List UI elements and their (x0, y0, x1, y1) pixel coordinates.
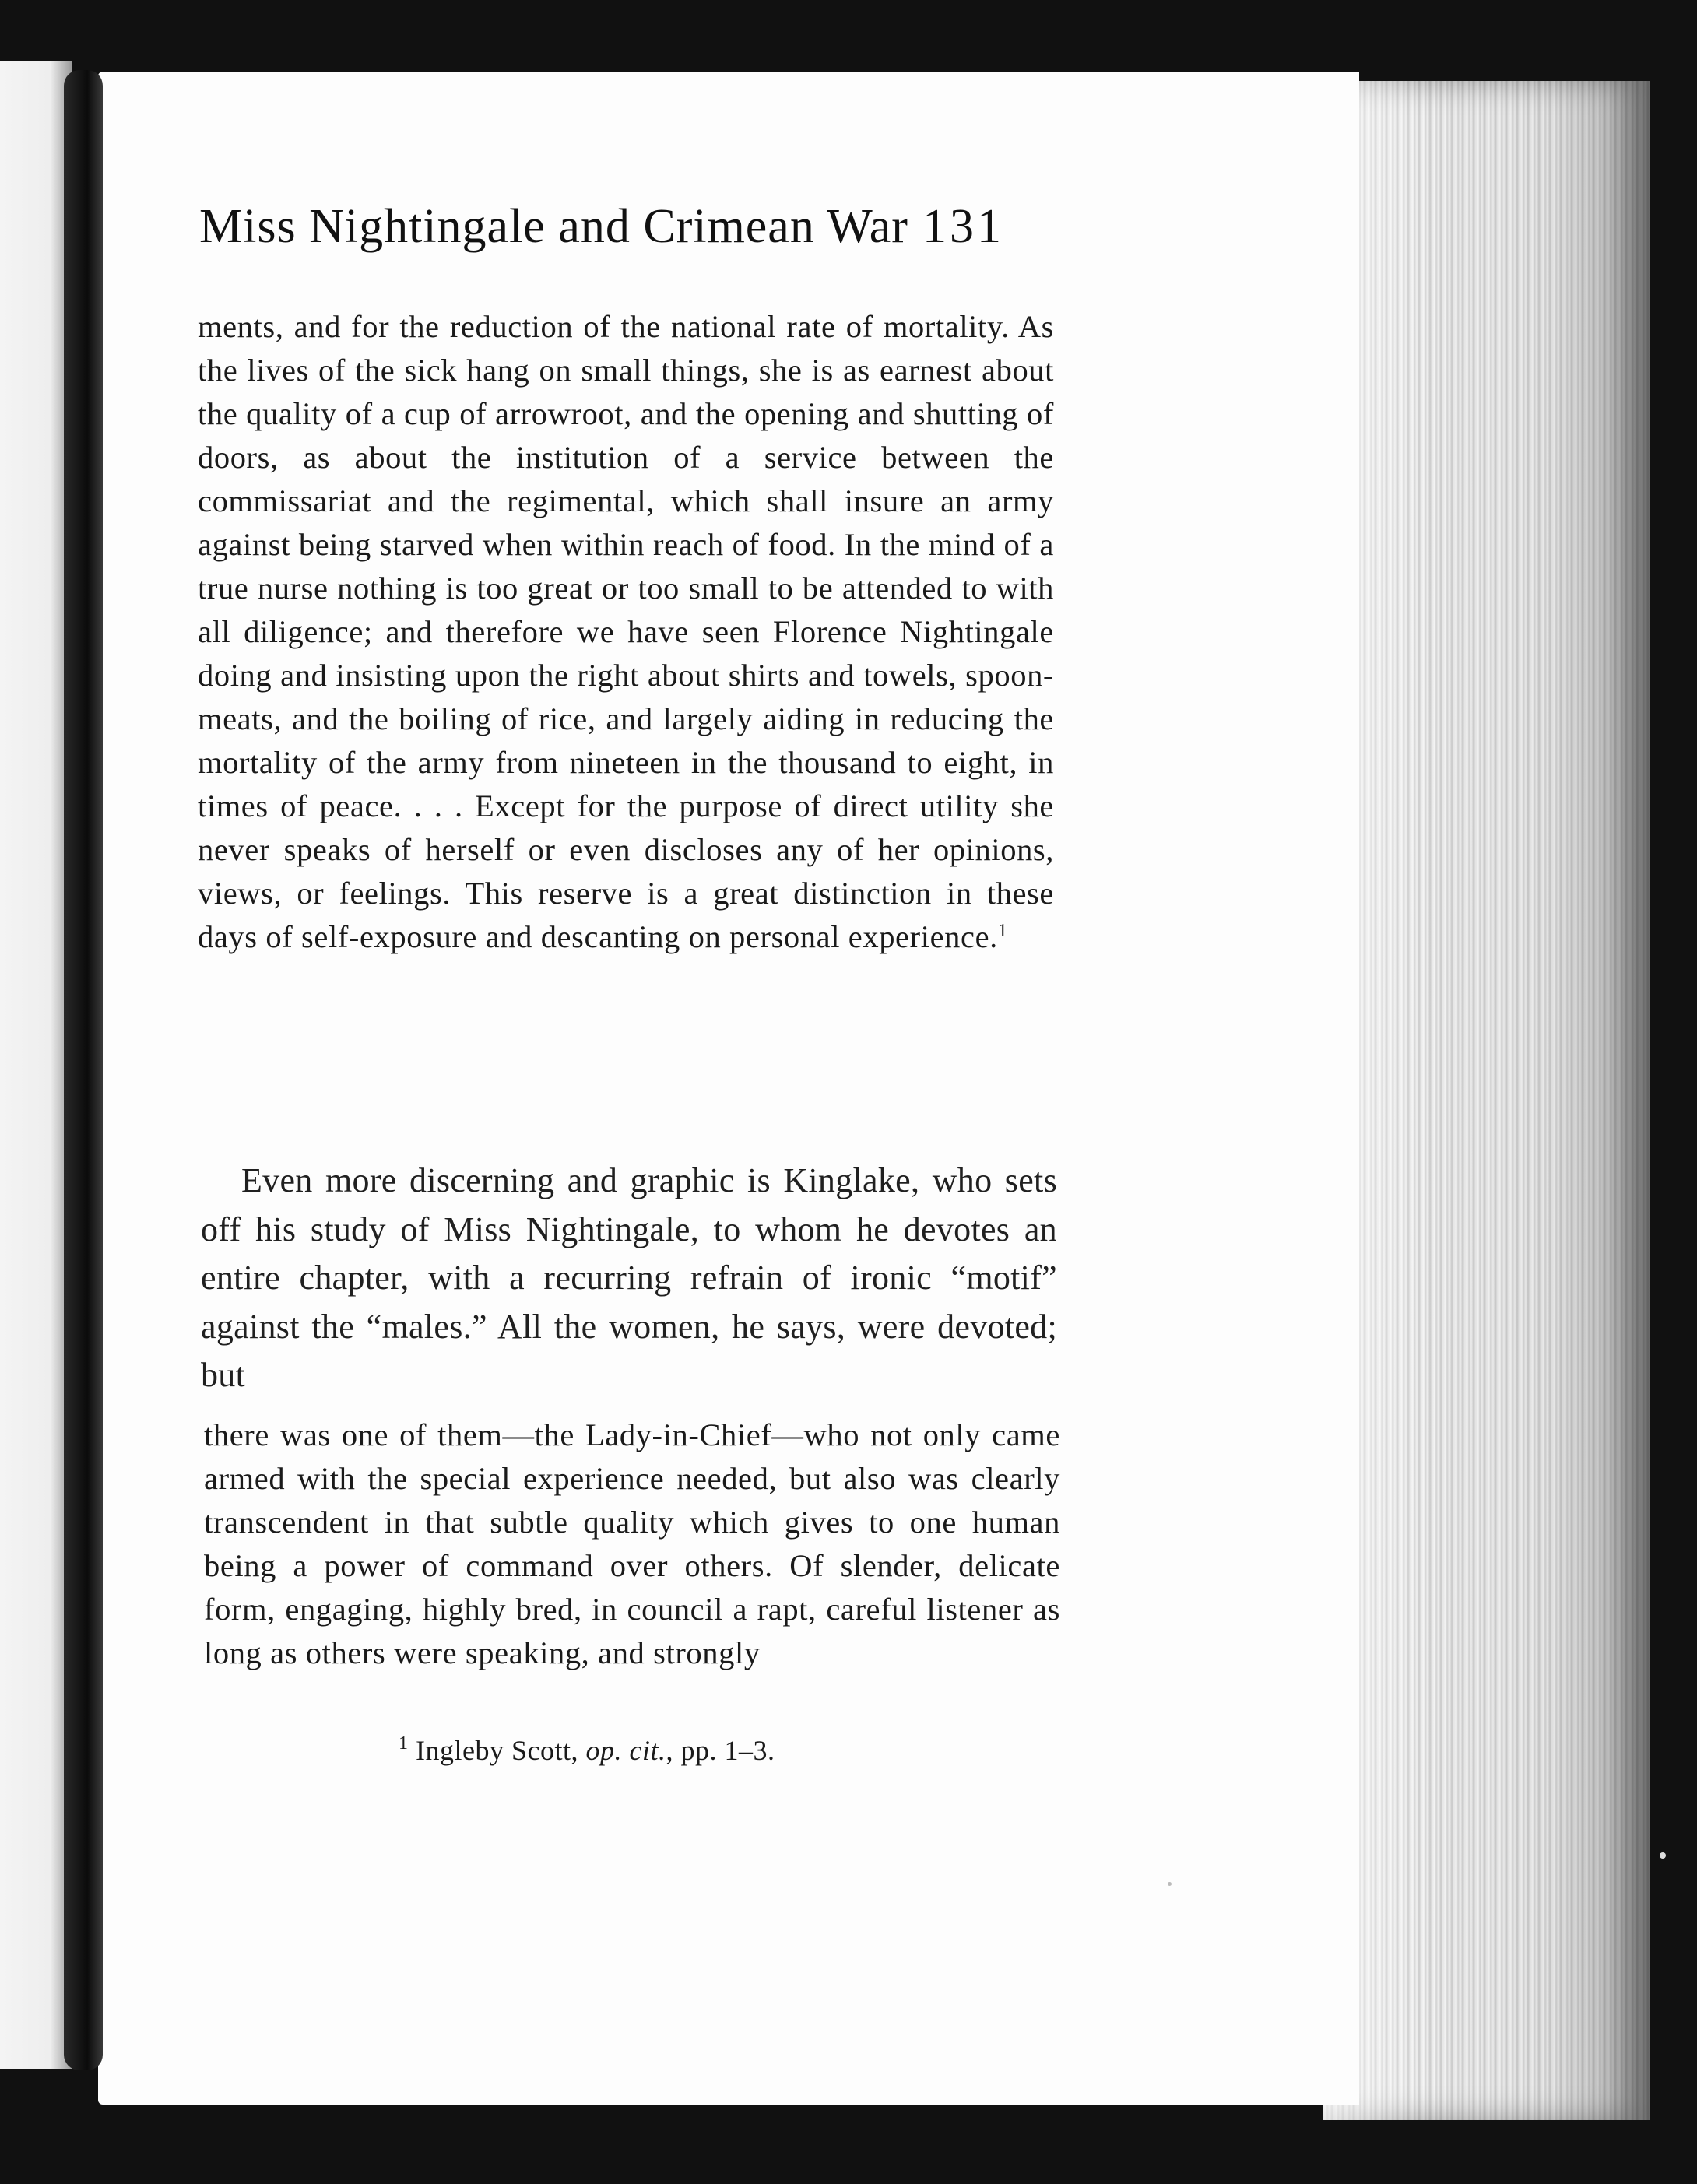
page-number: 131 (922, 200, 1004, 253)
running-head-title: Miss Nightingale and Crimean War (199, 200, 908, 253)
facing-page-edge (0, 61, 72, 2069)
footnote-op-cit: op. cit. (585, 1735, 666, 1766)
page-block-shadow (1323, 81, 1650, 2120)
footnote (399, 1734, 943, 1767)
scan-speck (1660, 1852, 1666, 1859)
block-quote-1-text: ments, and for the reduction of the national rate of mortality. As the lives of the sick hang on small things, she is as earnest about the quality of a cup of arrowroot, and the opening and shutting of doors, as about the institution of a service between the commissariat and the regimental, which shall insure an army against being starved when within reach of food. In the mind of a true nurse nothing is too great or too small to be attended to with all diligence; and therefore we have seen Florence Nightingale doing and insisting upon the right about shirts and towels, spoon-meats, and the boiling of rice, and largely aiding in reducing the mortality of the army from nineteen in the thousand to eight, in times of peace. . . . Except for the purpose of direct utility she never speaks of herself or even discloses any of her opinions, views, or feelings. This reserve is a great distinction in these days of self-exposure and descanting on personal experience. (198, 309, 1054, 954)
footnote-reference: 1 (997, 921, 1008, 941)
scan-speck (1168, 1882, 1172, 1886)
footnote-pages: , pp. 1–3. (666, 1735, 775, 1766)
footnote-author: Ingleby Scott, (416, 1735, 578, 1766)
book-binding (64, 70, 103, 2070)
block-quote-1 (198, 305, 1054, 959)
running-head (199, 199, 1056, 255)
footnote-mark: 1 (399, 1733, 409, 1754)
block-quote-2: there was one of them—the Lady-in-Chief—who not only came armed with the special experience needed, but also was clearly transcendent in that subtle quality which gives to one human being a power of command over others. Of slender, delicate form, engaging, highly bred, in council a rapt, careful listener as long as others were speaking, and strongly (204, 1417, 1060, 1670)
body-paragraph: Even more discerning and graphic is Kinglake, who sets off his study of Miss Nightingale, to whom he devotes an entire chapter, with a recurring refrain of ironic “motif” against the “males.” All the women, he says, were devoted; but (201, 1161, 1057, 1394)
